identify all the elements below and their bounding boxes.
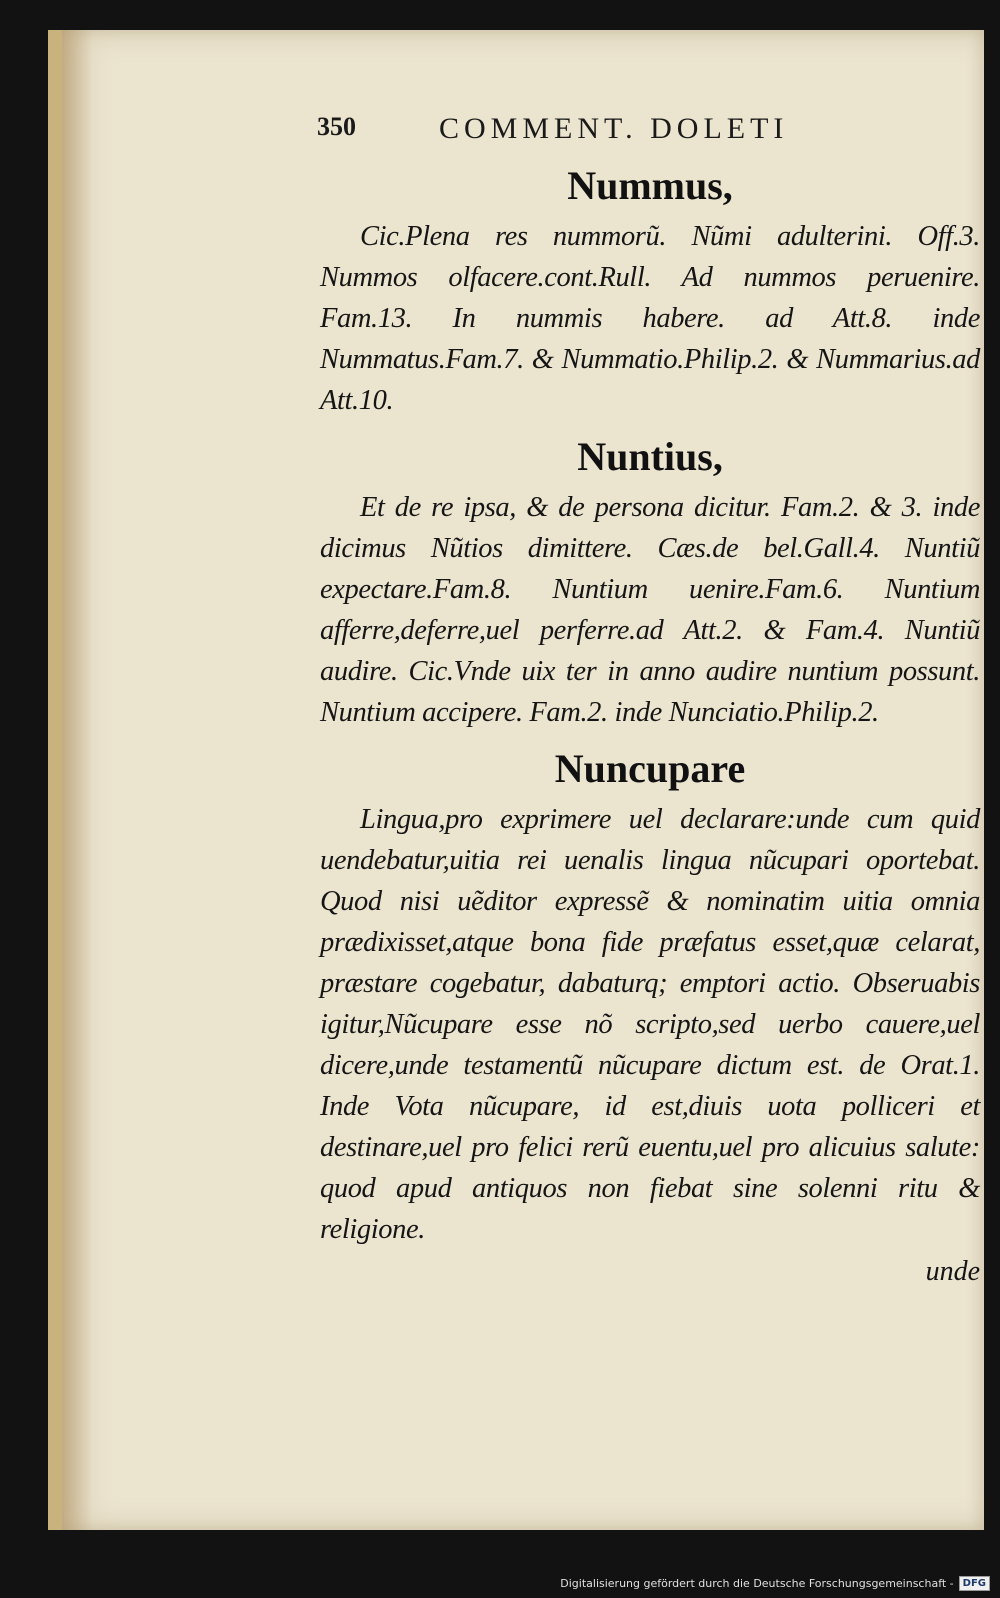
entry-headword: Nummus, — [567, 163, 733, 208]
dictionary-entry — [320, 431, 980, 733]
entry-text: Et de re ipsa, & de persona dicitur. Fam.2. & 3. inde dicimus Nũtios dimittere. Cæs.de bel.Gall.4. Nuntiũ expectare.Fam.8. Nuntium uenire.Fam.6. Nuntium afferre,deferre,uel perferre.ad Att.2. & Fam.4. Nuntiũ audire. Cic.Vnde uix ter in anno audire nuntium possunt. Nuntium accipere. Fam.2. inde Nunciatio.Philip.2. — [320, 492, 980, 728]
digitization-footer — [560, 1572, 990, 1594]
dfg-logo-icon: DFG — [959, 1576, 990, 1591]
entry-text: Cic.Plena res nummorũ. Nũmi adulterini. Off.3. Nummos olfacere.cont.Rull. Ad nummos peruenire. Fam.13. In nummis habere. ad Att.8. inde Nummatus.Fam.7. & Nummatio.Philip.2. & Nummarius.ad Att.10. — [320, 221, 980, 416]
running-title: COMMENT. DOLETI — [439, 112, 789, 145]
entry-headword: Nuncupare — [554, 746, 746, 791]
catchword: unde — [925, 1256, 980, 1287]
entry-headword: Nuntius, — [577, 434, 723, 479]
footer-credit: Digitalisierung gefördert durch die Deutsche Forschungsgemeinschaft - — [560, 1576, 954, 1590]
entry-text: Lingua,pro exprimere uel declarare:unde cum quid uendebatur,uitia rei uenalis lingua nũcupari oportebat. Quod nisi uẽditor expressẽ & nominatim uitia omnia prædixisset,atque bona fide præfatus esset,quæ celarat, præstare cogebatur, dabaturq; emptori actio. Obseruabis igitur,Nũcupare esse nõ scripto,sed uerbo cauere,uel dicere,unde testamentũ nũcupare dictum est. de Orat.1. Inde Vota nũcupare, id est,diuis uota polliceri et destinare,uel pro felici rerũ euentu,uel pro alicuius salute: quod apud antiquos non fiebat sine solenni ritu & religione. — [320, 804, 980, 1245]
page-content — [320, 160, 980, 1288]
dictionary-entry — [320, 160, 980, 421]
page-number: 350 — [317, 112, 356, 141]
running-head — [317, 112, 957, 152]
dictionary-entry — [320, 743, 980, 1250]
book-page — [48, 30, 984, 1530]
